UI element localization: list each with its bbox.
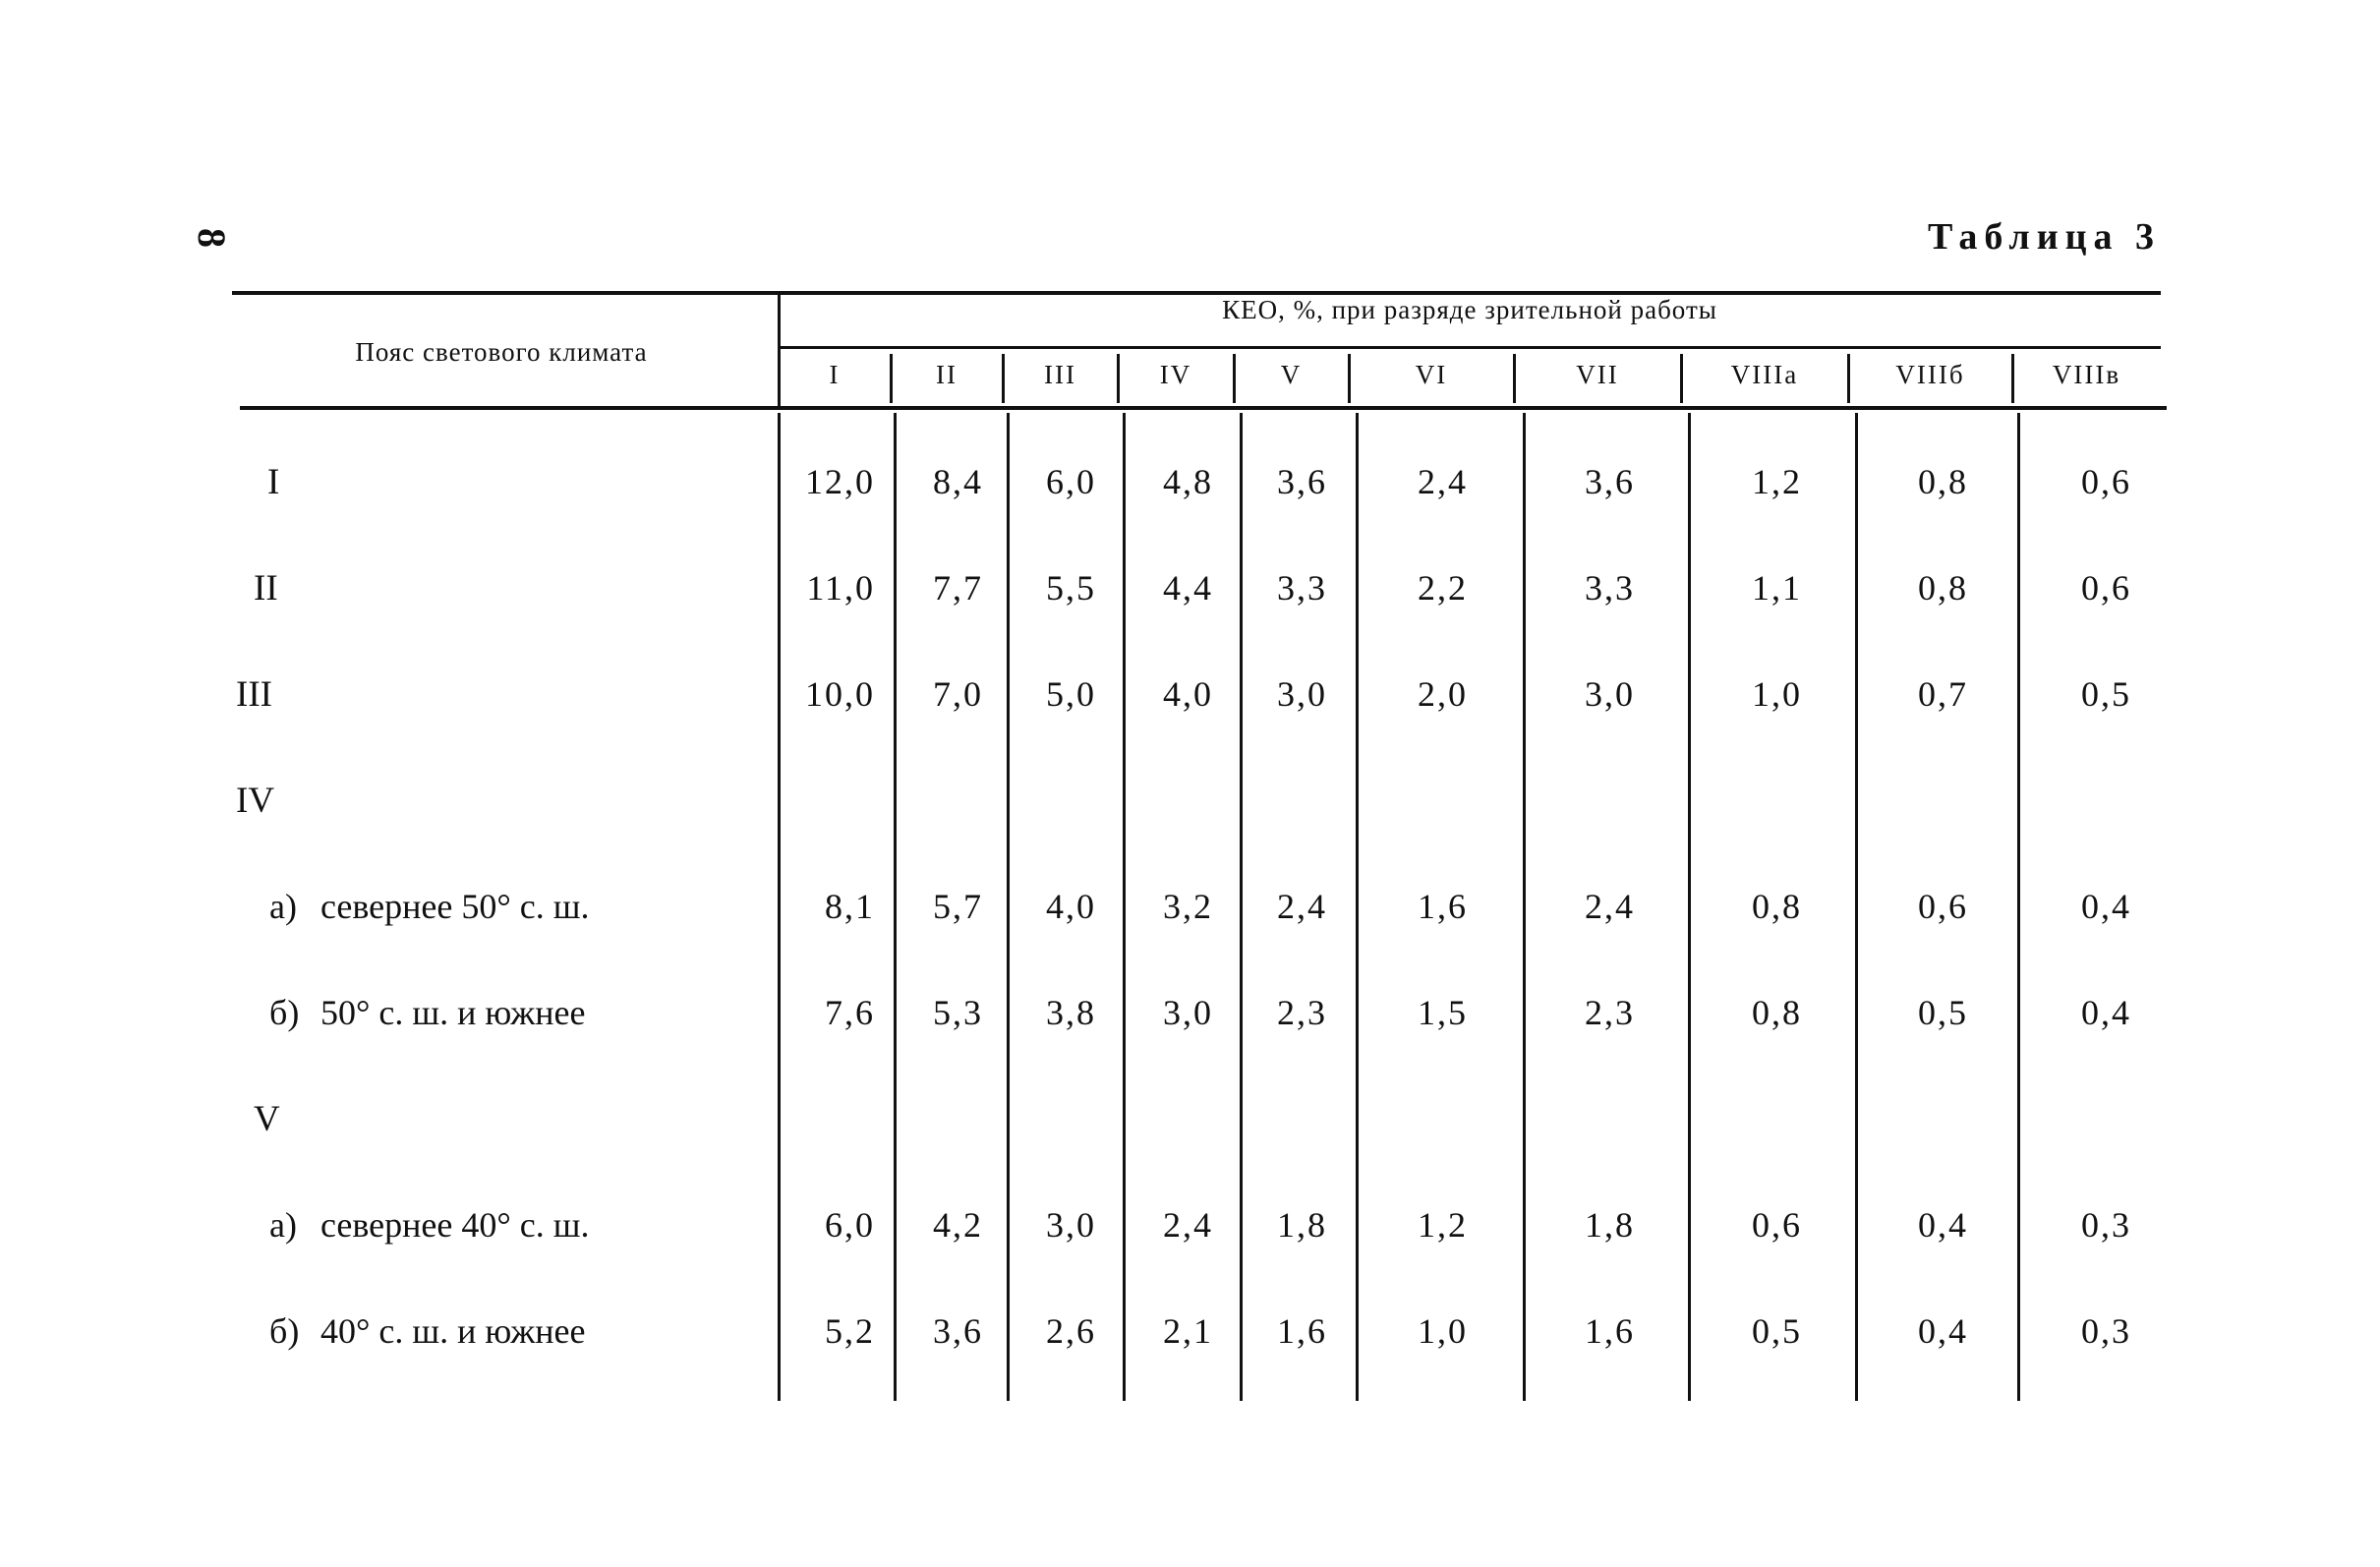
header-column-divider (1513, 354, 1516, 403)
table-cell: 2,4 (1163, 1205, 1213, 1245)
top-rule (232, 291, 2161, 295)
table-cell: 12,0 (805, 462, 875, 501)
table-cell: 2,6 (1046, 1311, 1096, 1351)
header-group-label: КЕО, %, при разряде зрительной работы (1222, 295, 1717, 324)
column-header: VII (1576, 360, 1619, 389)
table-cell: 4,8 (1163, 462, 1213, 501)
column-header: I (829, 360, 841, 389)
column-header: III (1044, 360, 1076, 389)
column-header: V (1280, 360, 1303, 389)
table-cell: 3,2 (1163, 887, 1213, 926)
row-marker: а) (269, 887, 297, 926)
header-column-divider (890, 354, 893, 403)
table-cell: 0,8 (1752, 993, 1802, 1032)
table-cell: 0,4 (1918, 1205, 1968, 1245)
table-cell: 2,1 (1163, 1311, 1213, 1351)
table-cell: 0,6 (2081, 568, 2131, 608)
row-marker: а) (269, 1205, 297, 1245)
column-header: VIIIа (1730, 360, 1799, 389)
row-label: V (254, 1099, 280, 1139)
table-cell: 8,1 (825, 887, 875, 926)
row-label: I (267, 462, 280, 502)
table-cell: 1,6 (1277, 1311, 1327, 1351)
table-cell: 1,0 (1418, 1311, 1468, 1351)
row-label (269, 1313, 585, 1349)
column-header: VIIIб (1895, 360, 1965, 389)
row-label (269, 1207, 589, 1243)
table-cell: 5,5 (1046, 568, 1096, 608)
header-bottom-rule (240, 406, 2167, 410)
row-label: IV (236, 781, 275, 821)
table-cell: 6,0 (1046, 462, 1096, 501)
table-cell: 0,4 (2081, 993, 2131, 1032)
table-cell: 7,6 (825, 993, 875, 1032)
table-cell: 0,8 (1918, 568, 1968, 608)
table-cell: 10,0 (805, 674, 875, 714)
row-marker: б) (269, 993, 300, 1032)
table-cell: 2,0 (1418, 674, 1468, 714)
column-header: VI (1415, 360, 1448, 389)
header-column-divider (1348, 354, 1351, 403)
table-cell: 5,3 (933, 993, 983, 1032)
table-cell: 5,0 (1046, 674, 1096, 714)
header-column-divider (778, 295, 781, 406)
column-header: II (936, 360, 958, 389)
table-cell: 2,3 (1585, 993, 1635, 1032)
table-cell: 0,8 (1918, 462, 1968, 501)
table-cell: 0,3 (2081, 1205, 2131, 1245)
table-cell: 1,8 (1277, 1205, 1327, 1245)
table-cell: 0,6 (2081, 462, 2131, 501)
table-cell: 1,6 (1585, 1311, 1635, 1351)
table-cell: 4,4 (1163, 568, 1213, 608)
table-cell: 3,6 (933, 1311, 983, 1351)
table-cell: 1,2 (1418, 1205, 1468, 1245)
row-marker: б) (269, 1311, 300, 1351)
table-cell: 3,8 (1046, 993, 1096, 1032)
table-title: Таблица 3 (1927, 216, 2161, 258)
table-cell: 0,4 (1918, 1311, 1968, 1351)
table-cell: 3,0 (1163, 993, 1213, 1032)
table-cell: 3,0 (1585, 674, 1635, 714)
table-cell: 2,4 (1277, 887, 1327, 926)
table-cell: 8,4 (933, 462, 983, 501)
table-cell: 5,2 (825, 1311, 875, 1351)
header-inner-rule (779, 346, 2161, 349)
table-cell: 2,4 (1418, 462, 1468, 501)
row-label-text: севернее 40° с. ш. (320, 1205, 590, 1245)
table-cell: 3,3 (1585, 568, 1635, 608)
header-column-divider (1002, 354, 1005, 403)
page-number: 8 (190, 228, 234, 248)
table-cell: 0,7 (1918, 674, 1968, 714)
table-cell: 3,0 (1046, 1205, 1096, 1245)
table-cell: 1,6 (1418, 887, 1468, 926)
table-cell: 1,8 (1585, 1205, 1635, 1245)
header-column-divider (2011, 354, 2014, 403)
header-column-divider (1117, 354, 1120, 403)
table-cell: 3,6 (1277, 462, 1327, 501)
header-column-divider (1680, 354, 1683, 403)
table-cell: 3,6 (1585, 462, 1635, 501)
row-label-text: севернее 50° с. ш. (320, 887, 590, 926)
row-label-text: 50° с. ш. и южнее (320, 993, 586, 1032)
table-cell: 4,0 (1046, 887, 1096, 926)
column-header: VIIIв (2052, 360, 2121, 389)
table-cell: 3,3 (1277, 568, 1327, 608)
table-cell: 4,0 (1163, 674, 1213, 714)
row-label (269, 889, 589, 924)
table-cell: 7,0 (933, 674, 983, 714)
table-cell: 0,4 (2081, 887, 2131, 926)
table-cell: 6,0 (825, 1205, 875, 1245)
table-cell: 0,6 (1752, 1205, 1802, 1245)
table-cell: 0,8 (1752, 887, 1802, 926)
row-label: III (236, 674, 272, 715)
table-cell: 1,2 (1752, 462, 1802, 501)
column-header: IV (1159, 360, 1192, 389)
header-column-divider (1847, 354, 1850, 403)
table-cell: 1,1 (1752, 568, 1802, 608)
table-cell: 0,3 (2081, 1311, 2131, 1351)
table-cell: 2,4 (1585, 887, 1635, 926)
table-cell: 1,0 (1752, 674, 1802, 714)
header-zone-label: Пояс светового климата (355, 337, 648, 367)
table-cell: 4,2 (933, 1205, 983, 1245)
table-cell: 7,7 (933, 568, 983, 608)
table-cell: 0,5 (1918, 993, 1968, 1032)
table-cell: 2,2 (1418, 568, 1468, 608)
table-cell: 0,5 (2081, 674, 2131, 714)
row-label: II (254, 568, 278, 609)
table-cell: 2,3 (1277, 993, 1327, 1032)
table-cell: 3,0 (1277, 674, 1327, 714)
header-column-divider (1233, 354, 1236, 403)
table-cell: 0,5 (1752, 1311, 1802, 1351)
row-label-text: 40° с. ш. и южнее (320, 1311, 586, 1351)
row-label (269, 995, 585, 1030)
table-cell: 0,6 (1918, 887, 1968, 926)
table-cell: 11,0 (806, 568, 875, 608)
table-cell: 1,5 (1418, 993, 1468, 1032)
table-cell: 5,7 (933, 887, 983, 926)
